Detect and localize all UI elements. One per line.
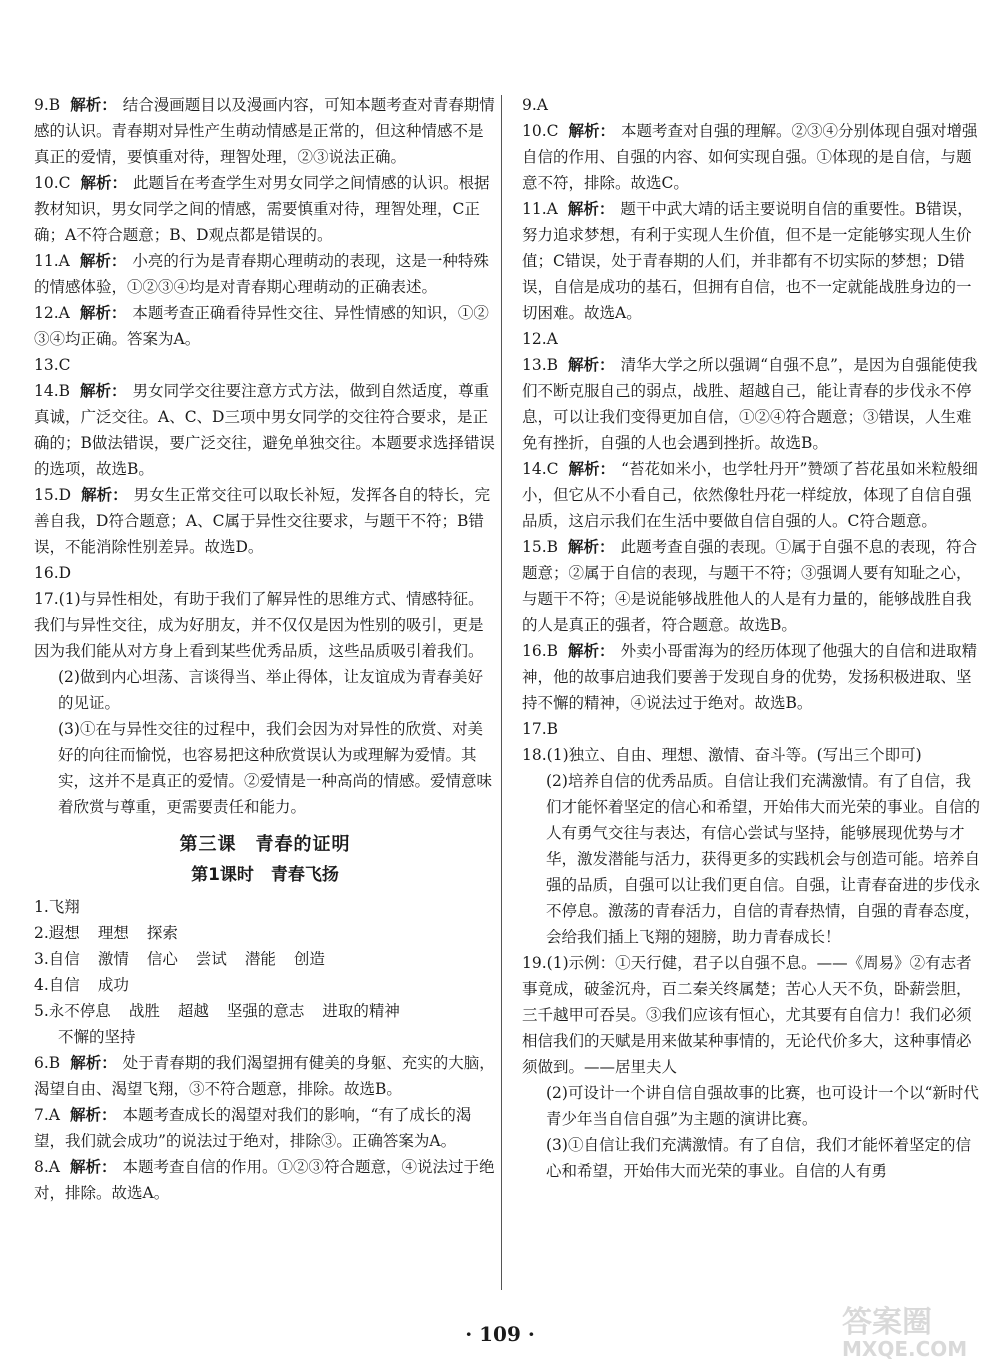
answer-number: 2.: [34, 924, 49, 942]
left-column: [34, 92, 496, 1206]
answer-text: 题干中武大靖的话主要说明自信的重要性。B错误，努力追求梦想，有利于实现人生价值，但不是一定能够实现人生价值；C错误，处于青春期的人们，并非都有不切实际的梦想；D错误，自信是成功的基石，但拥有自信，也不一定就能战胜身边的一切困难。故选A。: [522, 200, 973, 322]
analysis-label: 解析：: [80, 173, 128, 192]
answer-number: 13.B: [522, 356, 559, 374]
fill-word: 遐想: [48, 924, 80, 942]
answer-number: 19.: [522, 954, 547, 972]
answer-text: 男女生正常交往可以取长补短，发挥各自的特长，完善自我，D符合题意；A、C属于异性交往要求，与题干不符；B错误，不能消除性别差异。故选D。: [34, 486, 491, 556]
answer-item: [34, 1154, 496, 1206]
answer-item: [34, 92, 496, 170]
section-heading: 第1课时 青春飞扬: [191, 865, 339, 885]
analysis-label: 解析：: [568, 355, 615, 374]
answer-text: 此题考查自强的表现。①属于自强不息的表现，符合题意；②属于自信的表现，与题干不符；③强调人要有知耻之心，与题干不符；④是说能够战胜他人的人是有力量的，能够战胜自我的人是真正的强者，符合题意。故选B。: [522, 538, 978, 634]
answer-text: 小亮的行为是青春期心理萌动的表现，这是一种特殊的情感体验，①②③④均是对青春期心理萌动的正确表述。: [34, 252, 489, 296]
answer-text: 本题考查自信的作用。①②③符合题意，④说法过于绝对，排除。故选A。: [34, 1158, 495, 1202]
answer-item: [522, 534, 984, 638]
answer-number: 18.: [522, 746, 547, 764]
fill-answer: [34, 946, 496, 972]
answer-item: [34, 560, 496, 586]
watermark-logo: [836, 1298, 986, 1362]
answer-item: [34, 300, 496, 352]
answer-number: 3.: [34, 950, 49, 968]
answer-text: 本题考查成长的渴望对我们的影响，“有了成长的渴望，我们就会成功”的说法过于绝对，排除③。正确答案为A。: [34, 1106, 472, 1150]
answer-text: (1)示例：①天行健，君子以自强不息。——《周易》②有志者事竟成，破釜沉舟，百二秦关终属楚；苦心人天不负，卧薪尝胆，三千越甲可吞吴。③我们应该有恒心，尤其要有自信力！我们必须相信我们的天赋是用来做某种事情的，无论代价多大，这种事情必须做到。——居里夫人: [522, 954, 972, 1076]
lesson-heading: 第三课 青春的证明: [179, 834, 351, 855]
answer-number: 14.C: [522, 460, 559, 478]
answer-number: 9.A: [522, 96, 548, 114]
answer-text: 本题考查对自强的理解。②③④分别体现自强对增强自信的作用、自强的内容、如何实现自强。①体现的是自信，与题意不符，排除。故选C。: [522, 122, 978, 192]
answer-number: 4.: [34, 976, 49, 994]
answer-text: 处于青春期的我们渴望拥有健美的身躯、充实的大脑，渴望自由、渴望飞翔，③不符合题意，排除。故选B。: [34, 1054, 495, 1098]
answer-item: [34, 1050, 496, 1102]
analysis-label: 解析：: [70, 95, 117, 114]
answer-text: (1)与异性相处，有助于我们了解异性的思维方式、情感特征。我们与异性交往，成为好朋友，并不仅仅是因为性别的吸引，更是因为我们能从对方身上看到某些优秀品质，这些品质吸引着我们。: [34, 590, 484, 660]
answer-number: 16.D: [34, 564, 72, 582]
right-column: [522, 92, 984, 1184]
answer-item: [522, 92, 984, 118]
answer-number: 10.C: [522, 122, 559, 140]
fill-answer: [34, 894, 496, 920]
answer-item: [34, 248, 496, 300]
answer-item: [34, 378, 496, 482]
answer-text: 此题旨在考查学生对男女同学之间情感的认识。根据教材知识，男女同学之间的情感，需要慎重对待，理智处理，C正确；A不符合题意；B、D观点都是错误的。: [34, 174, 490, 244]
fill-word: 创造: [293, 950, 325, 968]
fill-answer: [34, 920, 496, 946]
answer-item: [522, 326, 984, 352]
answer-number: 17.: [34, 590, 59, 608]
answer-number: 12.A: [34, 304, 70, 322]
answer-number: 7.A: [34, 1106, 60, 1124]
column-divider: [501, 95, 502, 1290]
answer-item: [34, 170, 496, 248]
answer-number: 17.B: [522, 720, 559, 738]
fill-answer: [34, 998, 496, 1024]
answer-text: 男女同学交往要注意方式方法，做到自然适度，尊重真诚，广泛交往。A、C、D三项中男女同学的交往符合要求，是正确的；B做法错误，要广泛交往，避免单独交往。本题要求选择错误的选项，故选B。: [34, 382, 495, 478]
fill-word: 飞翔: [48, 898, 80, 916]
fill-word: 探索: [146, 924, 178, 942]
answer-number: 12.A: [522, 330, 558, 348]
answer-text: “苔花如米小，也学牡丹开”赞颂了苔花虽如米粒般细小，但它从不小看自己，依然像牡丹花一样绽放，体现了自信自强品质，这启示我们在生活中要做自信自强的人。C符合题意。: [522, 460, 978, 530]
answer-number: 13.C: [34, 356, 71, 374]
sub-answer: (2)做到内心坦荡、言谈得当、举止得体，让友谊成为青春美好的见证。: [58, 668, 483, 712]
fill-word: 尝试: [195, 950, 227, 968]
fill-word: 战胜: [128, 1002, 160, 1020]
sub-answer: (3)①在与异性交往的过程中，我们会因为对异性的欣赏、对美好的向往而愉悦，也容易把这种欣赏误认为或理解为爱情。其实，这并不是真正的爱情。②爱情是一种高尚的情感。爱情意味着欣赏与尊重，更需要责任和能力。: [58, 720, 493, 816]
analysis-label: 解析：: [69, 1157, 117, 1176]
answer-number: 8.A: [34, 1158, 60, 1176]
answer-item: [522, 196, 984, 326]
answer-item: [522, 950, 984, 1080]
sub-answer: (3)①自信让我们充满激情。有了自信，我们才能怀着坚定的信心和希望，开始伟大而光荣的事业。自信的人有勇: [546, 1136, 971, 1180]
fill-word: 潜能: [244, 950, 276, 968]
answer-number: 15.D: [34, 486, 72, 504]
answer-text: 外卖小哥雷海为的经历体现了他强大的自信和进取精神，他的故事启迪我们要善于发现自身的优势，发扬积极进取、坚持不懈的精神，④说法过于绝对。故选B。: [522, 642, 978, 712]
analysis-label: 解析：: [568, 121, 616, 140]
answer-item: [522, 456, 984, 534]
fill-word: 永不停息: [48, 1002, 111, 1020]
fill-word: 坚强的意志: [226, 1002, 305, 1020]
fill-word: 自信: [48, 976, 80, 994]
fill-word: 超越: [177, 1002, 209, 1020]
answer-text: 本题考查正确看待异性交往、异性情感的知识，①②③④均正确。答案为A。: [34, 304, 489, 348]
watermark-text: 答案圈: [842, 1305, 932, 1340]
fill-word: 理想: [97, 924, 129, 942]
answer-number: 11.A: [522, 200, 558, 218]
answer-number: 1.: [34, 898, 49, 916]
answer-item: [34, 352, 496, 378]
watermark-url: MXQE.COM: [842, 1337, 968, 1361]
answer-number: 10.C: [34, 174, 71, 192]
fill-word: 成功: [97, 976, 129, 994]
analysis-label: 解析：: [69, 1105, 117, 1124]
page-number: · 109 ·: [465, 1322, 535, 1346]
fill-word: 进取的精神: [322, 1002, 400, 1020]
analysis-label: 解析：: [568, 641, 615, 660]
fill-word: 信心: [146, 950, 178, 968]
fill-answer: [34, 972, 496, 998]
answer-number: 14.B: [34, 382, 71, 400]
answer-item: [522, 118, 984, 196]
answer-item: [34, 586, 496, 664]
answer-number: 11.A: [34, 252, 70, 270]
sub-answer: (2)培养自信的优秀品质。自信让我们充满激情。有了自信，我们才能怀着坚定的信心和希望，开始伟大而光荣的事业。自信的人有勇气交往与表达，有信心尝试与坚持，能够展现优势与才华，激发潜能与活力，获得更多的实践机会与创造可能。培养自强的品质，自强可以让我们更自信。自强，让青春奋进的步伐永不停息。激荡的青春活力，自信的青春热情，自强的青春态度，会给我们插上飞翔的翅膀，助力青春成长！: [546, 772, 981, 946]
answer-item: [522, 742, 984, 768]
fill-continuation: 不懈的坚持: [58, 1028, 136, 1046]
sub-answer: (2)可设计一个讲自信自强故事的比赛，也可设计一个以“新时代青少年当自信自强”为主题的演讲比赛。: [546, 1084, 979, 1128]
answer-number: 9.B: [34, 96, 61, 114]
analysis-label: 解析：: [70, 1053, 117, 1072]
answer-item: [34, 1102, 496, 1154]
answer-item: [522, 638, 984, 716]
answer-text: (1)独立、自由、理想、激情、奋斗等。(写出三个即可): [546, 746, 922, 764]
analysis-label: 解析：: [567, 199, 615, 218]
answer-item: [34, 482, 496, 560]
analysis-label: 解析：: [79, 251, 127, 270]
fill-word: 自信: [48, 950, 80, 968]
analysis-label: 解析：: [568, 459, 616, 478]
fill-word: 激情: [97, 950, 129, 968]
answer-number: 16.B: [522, 642, 559, 660]
answer-number: 5.: [34, 1002, 49, 1020]
answer-text: 清华大学之所以强调“自强不息”，是因为自强能使我们不断克服自己的弱点，战胜、超越自己，能让青春的步伐永不停息，可以让我们变得更加自信，①②④符合题意；③错误，人生难免有挫折，自强的人也会遇到挫折。故选B。: [522, 356, 978, 452]
answer-item: [522, 716, 984, 742]
analysis-label: 解析：: [80, 381, 127, 400]
analysis-label: 解析：: [568, 537, 615, 556]
analysis-label: 解析：: [81, 485, 128, 504]
analysis-label: 解析：: [79, 303, 127, 322]
answer-number: 6.B: [34, 1054, 61, 1072]
answer-number: 15.B: [522, 538, 559, 556]
answer-text: 结合漫画题目以及漫画内容，可知本题考查对青春期情感的认识。青春期对异性产生萌动情感是正常的，但这种情感不是真正的爱情，要慎重对待，理智处理，②③说法正确。: [34, 96, 495, 166]
answer-item: [522, 352, 984, 456]
